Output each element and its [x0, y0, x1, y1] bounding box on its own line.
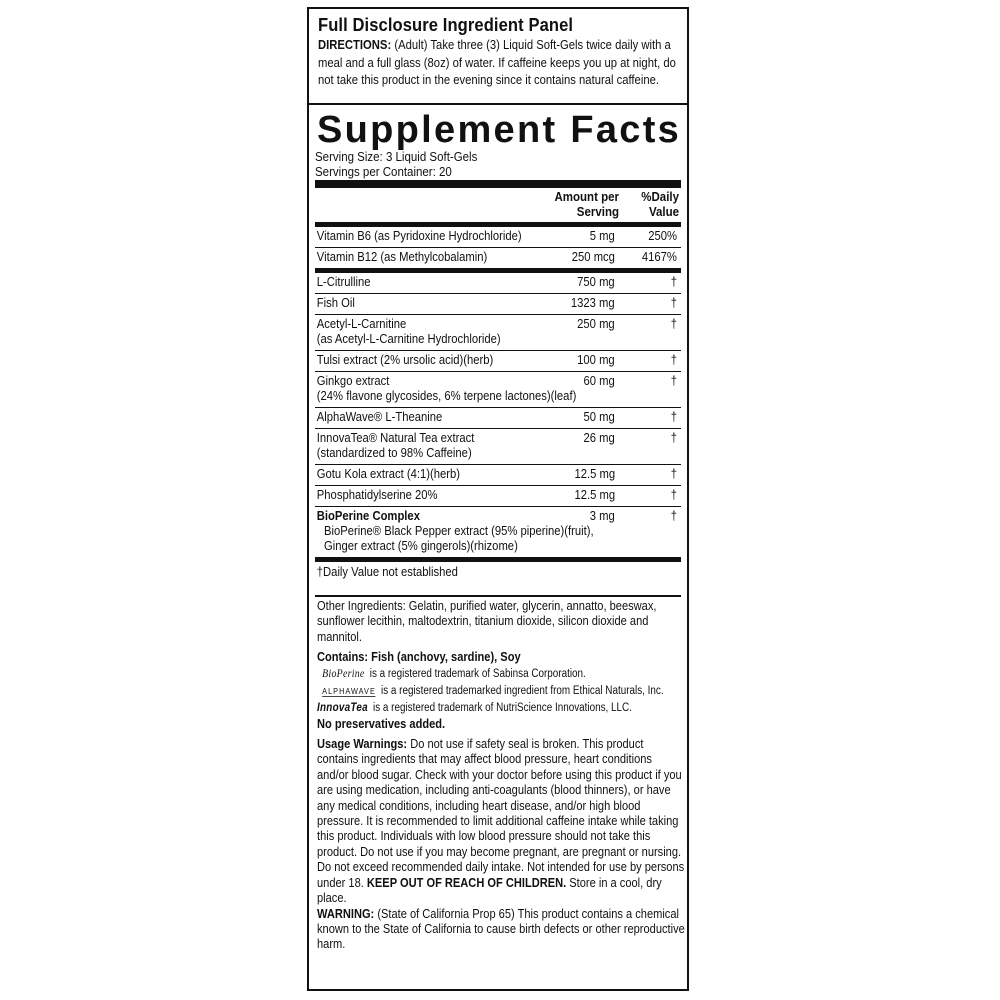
thick-divider	[315, 180, 681, 188]
amount-header: Amount per Serving	[554, 190, 619, 219]
ingredient-panel	[307, 7, 689, 991]
footnote: †Daily Value not established	[316, 565, 458, 579]
supplement-facts	[315, 110, 681, 580]
directions-body: (Adult) Take three (3) Liquid Soft-Gels twice daily with a meal and a full glass (8oz) of water. If caffeine keeps you up at night, do not take this product in the evening since it contains natural caffeine.	[318, 37, 676, 87]
table-row: InnovaTea® Natural Tea extract (standardized to 98% Caffeine) 26 mg †	[315, 429, 681, 465]
table-row: Tulsi extract (2% ursolic acid)(herb) 100 mg †	[315, 351, 681, 372]
ingredient-rows	[315, 273, 681, 557]
table-row: Fish Oil 1323 mg †	[315, 294, 681, 315]
alphawave-logo: ALPHAWAVE	[322, 685, 376, 696]
serving-size: Serving Size: 3 Liquid Soft-Gels	[315, 150, 478, 164]
panel-title: Full Disclosure Ingredient Panel	[318, 15, 574, 35]
table-row: L-Citrulline 750 mg †	[315, 273, 681, 294]
table-row: Gotu Kola extract (4:1)(herb) 12.5 mg †	[315, 465, 681, 486]
directions-box	[309, 9, 687, 105]
daily-value-header: %Daily Value	[641, 190, 679, 219]
directions-label: DIRECTIONS:	[318, 37, 392, 52]
allergen-contains: Contains: Fish (anchovy, sardine), Soy	[317, 650, 521, 665]
table-row: Acetyl-L-Carnitine (as Acetyl-L-Carnitine Hydrochloride) 250 mg †	[315, 315, 681, 351]
trademark-alphawave: ALPHAWAVE is a registered trademarked ingredient from Ethical Naturals, Inc.	[322, 685, 664, 698]
innovatea-logo: InnovaTea	[317, 702, 368, 715]
directions-text	[318, 36, 681, 89]
servings-per-container: Servings per Container: 20	[315, 165, 452, 179]
vitamin-rows	[315, 227, 681, 268]
trademark-innovatea: InnovaTea is a registered trademark of NutriScience Innovations, LLC.	[317, 702, 632, 715]
table-row: AlphaWave® L-Theanine 50 mg †	[315, 408, 681, 429]
bioperine-logo: BioPerine	[322, 668, 365, 681]
table-row: Ginkgo extract (24% flavone glycosides, 6% terpene lactones)(leaf) 60 mg †	[315, 372, 681, 408]
trademark-bioperine: BioPerine is a registered trademark of Sabinsa Corporation.	[322, 668, 586, 681]
other-ingredients: Other Ingredients: Gelatin, purified water, glycerin, annatto, beeswax, sunflower lecithin, maltodextrin, titanium dioxide, silicon dioxide and mannitol.	[317, 599, 657, 644]
no-preservatives: No preservatives added.	[317, 716, 446, 731]
table-row: Phosphatidylserine 20% 12.5 mg †	[315, 486, 681, 507]
supplement-facts-title: Supplement Facts	[317, 109, 682, 151]
table-row: Vitamin B12 (as Methylcobalamin) 250 mcg 4167%	[316, 250, 677, 264]
table-row: BioPerine Complex BioPerine® Black Pepper extract (95% piperine)(fruit), Ginger extract (5% gingerols)(rhizome) 3 mg †	[316, 509, 677, 553]
usage-warnings: Usage Warnings: Do not use if safety seal is broken. This product contains ingredients that may affect blood pressure, heart conditions and/or blood sugar. Check with your doctor before using this product if you are using medication, including anti-coagulants (blood thinners), or have any medical conditions, including heart disease, and/or high blood pressure. It is recommended to limit additional caffeine intake while taking this product. Individuals with low blood pressure should not take this product. Do not use if you may become pregnant, are pregnant or nursing. Do not exceed recommended daily intake. Not intended for use by persons under 18. KEEP OUT OF REACH OF CHILDREN. Store in a cool, dry place.	[317, 737, 685, 906]
prop65-warning: WARNING: (State of California Prop 65) This product contains a chemical known to the State of California to cause birth defects or other reproductive harm.	[317, 906, 685, 952]
column-header	[315, 188, 681, 222]
table-row: Vitamin B6 (as Pyridoxine Hydrochloride) 5 mg 250%	[315, 227, 681, 248]
other-information	[317, 599, 737, 953]
